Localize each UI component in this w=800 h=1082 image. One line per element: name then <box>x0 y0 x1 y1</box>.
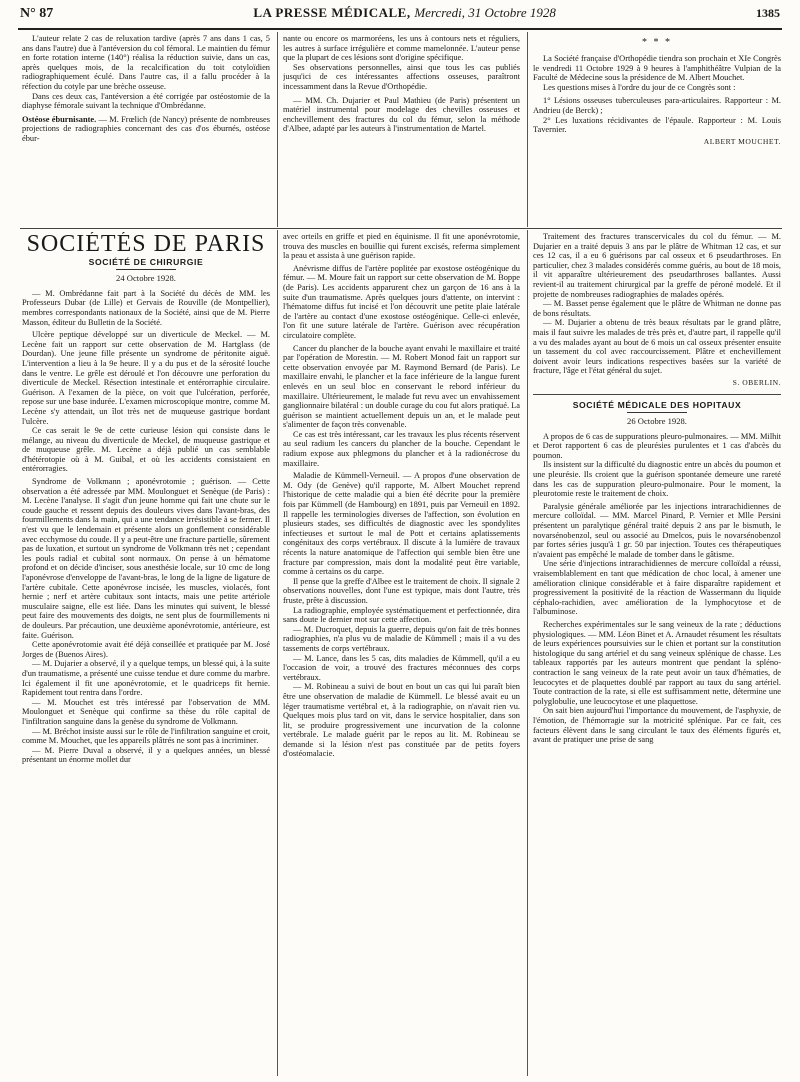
paragraph: Cancer du plancher de la bouche ayant envahi le maxillaire et traité par l'opération de Morestin. — M. Robert Monod fait un rapport sur cette observation envoyée par M. Raymond Bernard (de Paris). Le maxillaire envahi, le plancher et la face inférieure de la langue furent enlevés en un seul bloc en conservant le rebord inférieur du maxillaire. Ultérieurement, le malade fut revu avec un envahissement ganglionnaire bilatéral : un double curage du cou fut alors pratiqué. La guérison se maintient actuellement depuis un an, et le malade peut s'alimenter de façon très convenable. <box>283 343 520 430</box>
paragraph: — M. Basset pense également que le plâtre de Whitman ne donne pas de bons résultats. <box>533 299 781 318</box>
paragraph: Ostéose éburnisante. — M. Frœlich (de Nancy) présente de nombreuses projections de radiographies concernant des cas d'os éburnés, ostéose ébur- <box>22 114 270 143</box>
page-header <box>20 5 780 27</box>
bottom-column-3 <box>533 232 781 1074</box>
paragraph: — M. Bréchot insiste aussi sur le rôle de l'infiltration sanguine et croit, comme M. Mouchet, que les appareils plâtrés ne sont pas à incriminer. <box>22 726 270 746</box>
paragraph: Ce cas est très intéressant, car les travaux les plus récents réservent au seul radium les cancers du plancher de la bouche. Cependant le radium expose aux phlegmons du plancher et à la radionécrose du maxillaire. <box>283 429 520 468</box>
paragraph: avec orteils en griffe et pied en équinisme. Il fit une aponévrotomie, trouva des muscles en bouillie qui furent excisés, referma simplement la peau et assista à une guérison rapide. <box>283 232 520 261</box>
paragraph: — M. Pierre Duval a observé, il y a quelques années, un blessé présentant un énorme mollet dur <box>22 745 270 765</box>
paragraph: nante ou encore os marmoréens, les uns à contours nets et réguliers, les autres à surface irrégulière et comme mamelonnée. L'auteur pense que la plupart de ces lésions sont d'origine spécifique. <box>283 34 520 63</box>
paragraph: Traitement des fractures transcervicales du col du fémur. — M. Dujarier en a traité depuis 3 ans par le plâtre de Whitman 12 cas, et sur ces 12 cas, il a eu 6 guérisons par cal osseux et 6 pseudarthroses. En particulier, chez 3 malades considérés comme guéris, au bout de 18 mois, il vit apparaître ultérieurement des pseudarthroses ballantes. Aussi revient-il au traitement chirurgical par la greffe de péroné modelé. Et il projette de nombreuses radiographies de malades opérés. <box>533 232 781 299</box>
society-name: SOCIÉTÉ MÉDICALE DES HOPITAUX <box>572 399 742 410</box>
paragraph: La Société française d'Orthopédie tiendra son prochain et XIe Congrès le vendredi 11 Octobre 1929 à 9 heures à l'amphithéâtre Vulpian de la Faculté de Médecine sous la présidence de M. Albert Mouchet. <box>533 54 781 83</box>
column-rule <box>277 230 278 1076</box>
column-rule <box>527 32 528 227</box>
paragraph: La radiographie, employée systématiquement et perfectionnée, dira sans doute le dernier mot sur cette affection. <box>283 605 520 625</box>
section-rule <box>533 394 781 395</box>
society-date: 26 Octobre 1928. <box>627 416 687 427</box>
bottom-column-2 <box>283 232 520 1074</box>
section-rule <box>20 228 782 229</box>
signature: S. OBERLIN. <box>732 377 781 387</box>
paragraph: — M. Lance, dans les 5 cas, dits maladies de Kümmell, qu'il a eu l'occasion de voir, a trouvé des fractures méconnues des corps vertébraux. <box>283 653 520 682</box>
issue-date: Mercredi, 31 Octobre 1928 <box>414 5 556 20</box>
society-name: SOCIÉTÉ DE CHIRURGIE <box>88 256 204 267</box>
paragraph: Dans ces deux cas, l'antéversion a été corrigée par ostéostomie de la diaphyse fémorale suivant la technique d'Ombrédanne. <box>22 91 270 111</box>
journal-title <box>253 5 556 21</box>
paragraph: Ses observations personnelles, ainsi que tous les cas publiés jusqu'ici de ces intéressantes affections osseuses, paraîtront incessamment dans la Revue d'Orthopédie. <box>283 62 520 91</box>
paragraph: Maladie de Kümmell-Verneuil. — A propos d'une observation de M. Ody (de Genève) qu'il rapporte, M. Albert Mouchet reprend l'historique de cette maladie qui a bien été décrite pour la première fois par Kümmell (de Hambourg) en 1891, puis par Verneuil en 1892. Il rappelle les terminologies diverses de l'affection, son évolution en plusieurs stades, ses difficultés de diagnostic avec les spondylites infectieuses et surtout le mal de Pott et certains aplatissements congénitaux des corps vertébraux. Il discute à la lumière de travaux récents la nature anatomique de l'affection qui semble bien être une fracture par compression, mais dont la modalité peut être variable, comme à certains os du carpe. <box>283 471 520 577</box>
paragraph: Ce cas serait le 9e de cette curieuse lésion qui consiste dans le mélange, au niveau du diverticule de Meckel, de muqueuse gastrique et de muqueuse grêle. M. Lecène a déjà publié un cas semblable d'hétérotopie où à M. Guibal, et où les accidents consistaient en entérorragies. <box>22 426 270 474</box>
top-column-1 <box>22 34 270 224</box>
issue-number: N° 87 <box>20 6 54 21</box>
paragraph: — M. Dujarier a obtenu de très beaux résultats par le grand plâtre, mais il faut suivre les malades de très près et, d'autre part, il rappelle qu'il a vu des malades ayant au bout de 6 mois un cal osseux présenter ensuite un tassement du col avec raccourcissement. Plâtre et enchevillement doivent avoir leurs indications respectives basées sur la variété de fracture, l'âge et l'état général du sujet. <box>533 318 781 376</box>
society-date: 24 Octobre 1928. <box>116 273 176 284</box>
paragraph: A propos de 6 cas de suppurations pleuro-pulmonaires. — MM. Milhit et Derot rapportent 6 cas de pleurésies purulentes et 1 cas d'abcès du poumon. <box>533 431 781 460</box>
paragraph: — M. Mouchet est très intéressé par l'observation de MM. Moulonguet et Senèque qui confirme sa thèse du rôle capital de l'infiltration sanguine dans la genèse du syndrome de Volkmann. <box>22 697 270 726</box>
section-title: SOCIÉTÉS DE PARIS <box>26 232 266 257</box>
bottom-column-1 <box>22 232 270 1074</box>
paragraph: Syndrome de Volkmann ; aponévrotomie ; guérison. — Cette observation a été adressée par MM. Moulonguet et Senèque (de Paris) : M. Lecène l'analyse. Il s'agit d'un jeune homme qui fait une chute sur le coude gauche et ressent depuis des douleurs vives dans l'avant-bras, des fourmillements dans la main, qui a une tendance irrésistible à se fermer. Il n'est vu que le lendemain et présente alors un gonflement considérable avec ecchymose du coude. Il y a peut-être une fracture partielle, sûrement pas de luxation, et surtout un syndrome de Volkmann très net ; cependant les pouls radial et cubital sont normaux. On pense à un hématome profond et on décide d'inciser, sous anesthésie locale, sur 10 cmc de long l'aponévrose d'enveloppe de l'avant-bras, le long de la ligne de ligature de l'artère cubitale. Cette aponévrose incisée, les muscles, violacés, font hernie ; nerf et artère cubitaux sont intacts, mais une petite artériole musculaire saigne, elle est liée. Dans les minutes qui suivent, le blessé peut faire des mouvements des doigts, ne sent plus de fourmillements ni de douleurs. Par précaution, une deuxième aponévrotomie, antérieure, est faite. Guérison. <box>22 477 270 640</box>
paragraph: 2° Les luxations récidivantes de l'épaule. Rapporteur : M. Louis Tavernier. <box>533 115 781 135</box>
paragraph: L'auteur relate 2 cas de reluxation tardive (après 7 ans dans 1 cas, 5 ans dans l'autre) due à l'antéversion du col fémoral. Le maintien du fémur en forte rotation interne (140°) réalisa la réduction suivie, dans un cas, après quelques mois, de la recalcification du toit cotyloïdien radiographiquement éculé. Dans l'autre cas, il a fallu procéder à la réfection du cotyle par une brèche osseuse. <box>22 34 270 91</box>
header-rule <box>18 28 782 30</box>
paragraph: Anévrisme diffus de l'artère poplitée par exostose ostéogénique du fémur. — M. Moure fait un rapport sur cette observation de M. Boppe (de Paris). Les accidents apparurent chez un garçon de 16 ans à la suite d'un traumatisme. Après quelques jours d'attente, on intervint : l'hématome diffus fut incisé et l'on découvrit une petite plaie latérale de l'artère au contact d'une exostose ostéogénique. Celle-ci enlevée, l'on fit une suture latérale de l'artère. Guérison avec récupération circulatoire complète. <box>283 263 520 340</box>
page-number: 1385 <box>755 6 780 20</box>
column-rule <box>277 32 278 227</box>
paragraph: Une série d'injections intrarachidiennes de mercure colloïdal a réussi, vraisemblablement en tant que médication de choc local, à amener une amélioration clinique considérable et à faire disparaître rapidement et progressivement la positivité de la réaction de Wassermann du liquide céphalo-rachidien, avec amélioration de la lymphocytose et de l'albuminose. <box>533 559 781 617</box>
asterism: * * * <box>642 37 672 48</box>
title-underline <box>627 412 687 413</box>
top-column-2 <box>283 34 520 224</box>
paragraph: — M. Robineau a suivi de bout en bout un cas qui lui paraît bien être une observation de maladie de Kümmell. Le blessé avait eu un léger traumatisme vertébral et, à la radiographie, on n'avait rien vu. Quelques mois plus tard on vit, dans le service hospitalier, dans son lit, se produire progressivement une incurvation de la colonne vertébrale. Le malade guérit par le repos au lit. M. Robineau se demande si la lésion n'est pas constituée par de petits foyers d'ostéomalacie. <box>283 682 520 759</box>
paragraph: — MM. Ch. Dujarier et Paul Mathieu (de Paris) présentent un matériel instrumental pour modelage des chevilles osseuses et enchevillement des fractures du col du fémur, selon la méthode d'Albee, adapté par les auteurs à l'instrumentation de Martel. <box>283 95 520 134</box>
paragraph: On sait bien aujourd'hui l'importance du mouvement, de l'asphyxie, de l'émotion, de l'hémorragie sur la motricité splénique. Par ce fait, ces facteurs élèvent dans le sang circulant le taux des éléments figurés et, avant de pratiquer une prise de sang <box>533 706 781 745</box>
paragraph: Ils insistent sur la difficulté du diagnostic entre un abcès du poumon et une pleurésie. Ils croient que la guérison spontanée demeure une rareté dans les cas de suppuration pleuro-pulmonaire. Pour le moment, la pleurotomie reste le traitement de choix. <box>533 460 781 499</box>
paragraph: Les questions mises à l'ordre du jour de ce Congrès sont : <box>543 82 736 92</box>
title-underline <box>116 269 176 270</box>
paragraph: — M. Ducroquet, depuis la guerre, depuis qu'on fait de très bonnes radiographies, n'a plus vu de maladie de Kümmell ; mais il a vu des tassements de corps vertébraux. <box>283 624 520 653</box>
paragraph: 1° Lésions osseuses tuberculeuses para-articulaires. Rapporteur : M. Andrieu (de Berck) ; <box>533 96 781 115</box>
paragraph: Il pense que la greffe d'Albee est le traitement de choix. Il signale 2 observations nouvelles, dont l'une est typique, mais dont l'autre, très fruste, prête à discussion. <box>283 576 520 605</box>
paragraph: — M. Ombrédanne fait part à la Société du décès de MM. les Professeurs Dubar (de Lille) et Gervais de Rouville (de Montpellier), membres correspondants nationaux de la Société, ainsi que de M. Pierre Masson, éditeur du Bulletin de la Société. <box>22 288 270 327</box>
paragraph: — M. Dujarier a observé, il y a quelque temps, un blessé qui, à la suite d'un traumatisme, a présenté une cuisse tendue et dure comme du marbre. Ici également il fit une aponévrotomie, et le quadriceps fit hernie. Rapidement tout rentra dans l'ordre. <box>22 659 270 698</box>
signature: ALBERT MOUCHET. <box>703 136 781 146</box>
paragraph: Recherches expérimentales sur le sang veineux de la rate ; déductions physiologiques. — MM. Léon Binet et A. Arnaudet résument les résultats de leurs expériences poursuivies sur le chien et portant sur la constitution histologique du sang artériel et du sang veineux splénique de chasse. Les tableaux rapportés par les auteurs montrent que pendant la spléno-contraction le sang veineux de la rate peut avoir un taux d'hématies, de leucocytes et de plaquettes doublé par rapport au taux du sang artériel. Toute contraction de la rate, si elle est suffisamment nette, détermine une polyglobulie, une leucocytose et une plaquettose. <box>533 619 781 706</box>
paragraph: Ulcère peptique développé sur un diverticule de Meckel. — M. Lecène fait un rapport sur cette observation de M. Hartglass (de Dourdan). Une jeune fille présente un syndrome de péritonite aiguë. L'intervention a lieu à la 9e heure. Il y a du pus et de la sérosité louche dans le ventre. Le grêle est déroulé et l'on découvre une perforation du diverticule de Meckel. Résection intestinale et entérorraphie circulaire. Guérison. A l'examen de la pièce, on voit que l'ulcération, perforée, repose sur une base indurée. L'examen microscopique montre, comme M. Lecène s'y attendait, un îlot très net de muqueuse gastrique bordant l'ulcère. <box>22 330 270 426</box>
paragraph: Paralysie générale améliorée par les injections intrarachidiennes de mercure colloïdal. — MM. Marcel Pinard, P. Vernier et Mlle Persini présentent un paralytique général traité depuis 2 ans par le bismuth, le novarsénobenzol, seul ou associé au Dmelcos, puis le novarsénobenzol par fortes séries jusqu'à 1 gr. 50 par injection. Toutes ces thérapeutiques n'avaient pas empêché le malade de tomber dans le gâtisme. <box>533 501 781 559</box>
journal-name: LA PRESSE MÉDICALE, <box>253 5 411 20</box>
column-rule <box>527 230 528 1076</box>
paragraph: Cette aponévrotomie avait été déjà conseillée et pratiquée par M. José Jorges de (Buenos Aires). <box>22 640 270 659</box>
top-column-3 <box>533 34 781 224</box>
article-title: Ostéose éburnisante. <box>22 114 97 124</box>
